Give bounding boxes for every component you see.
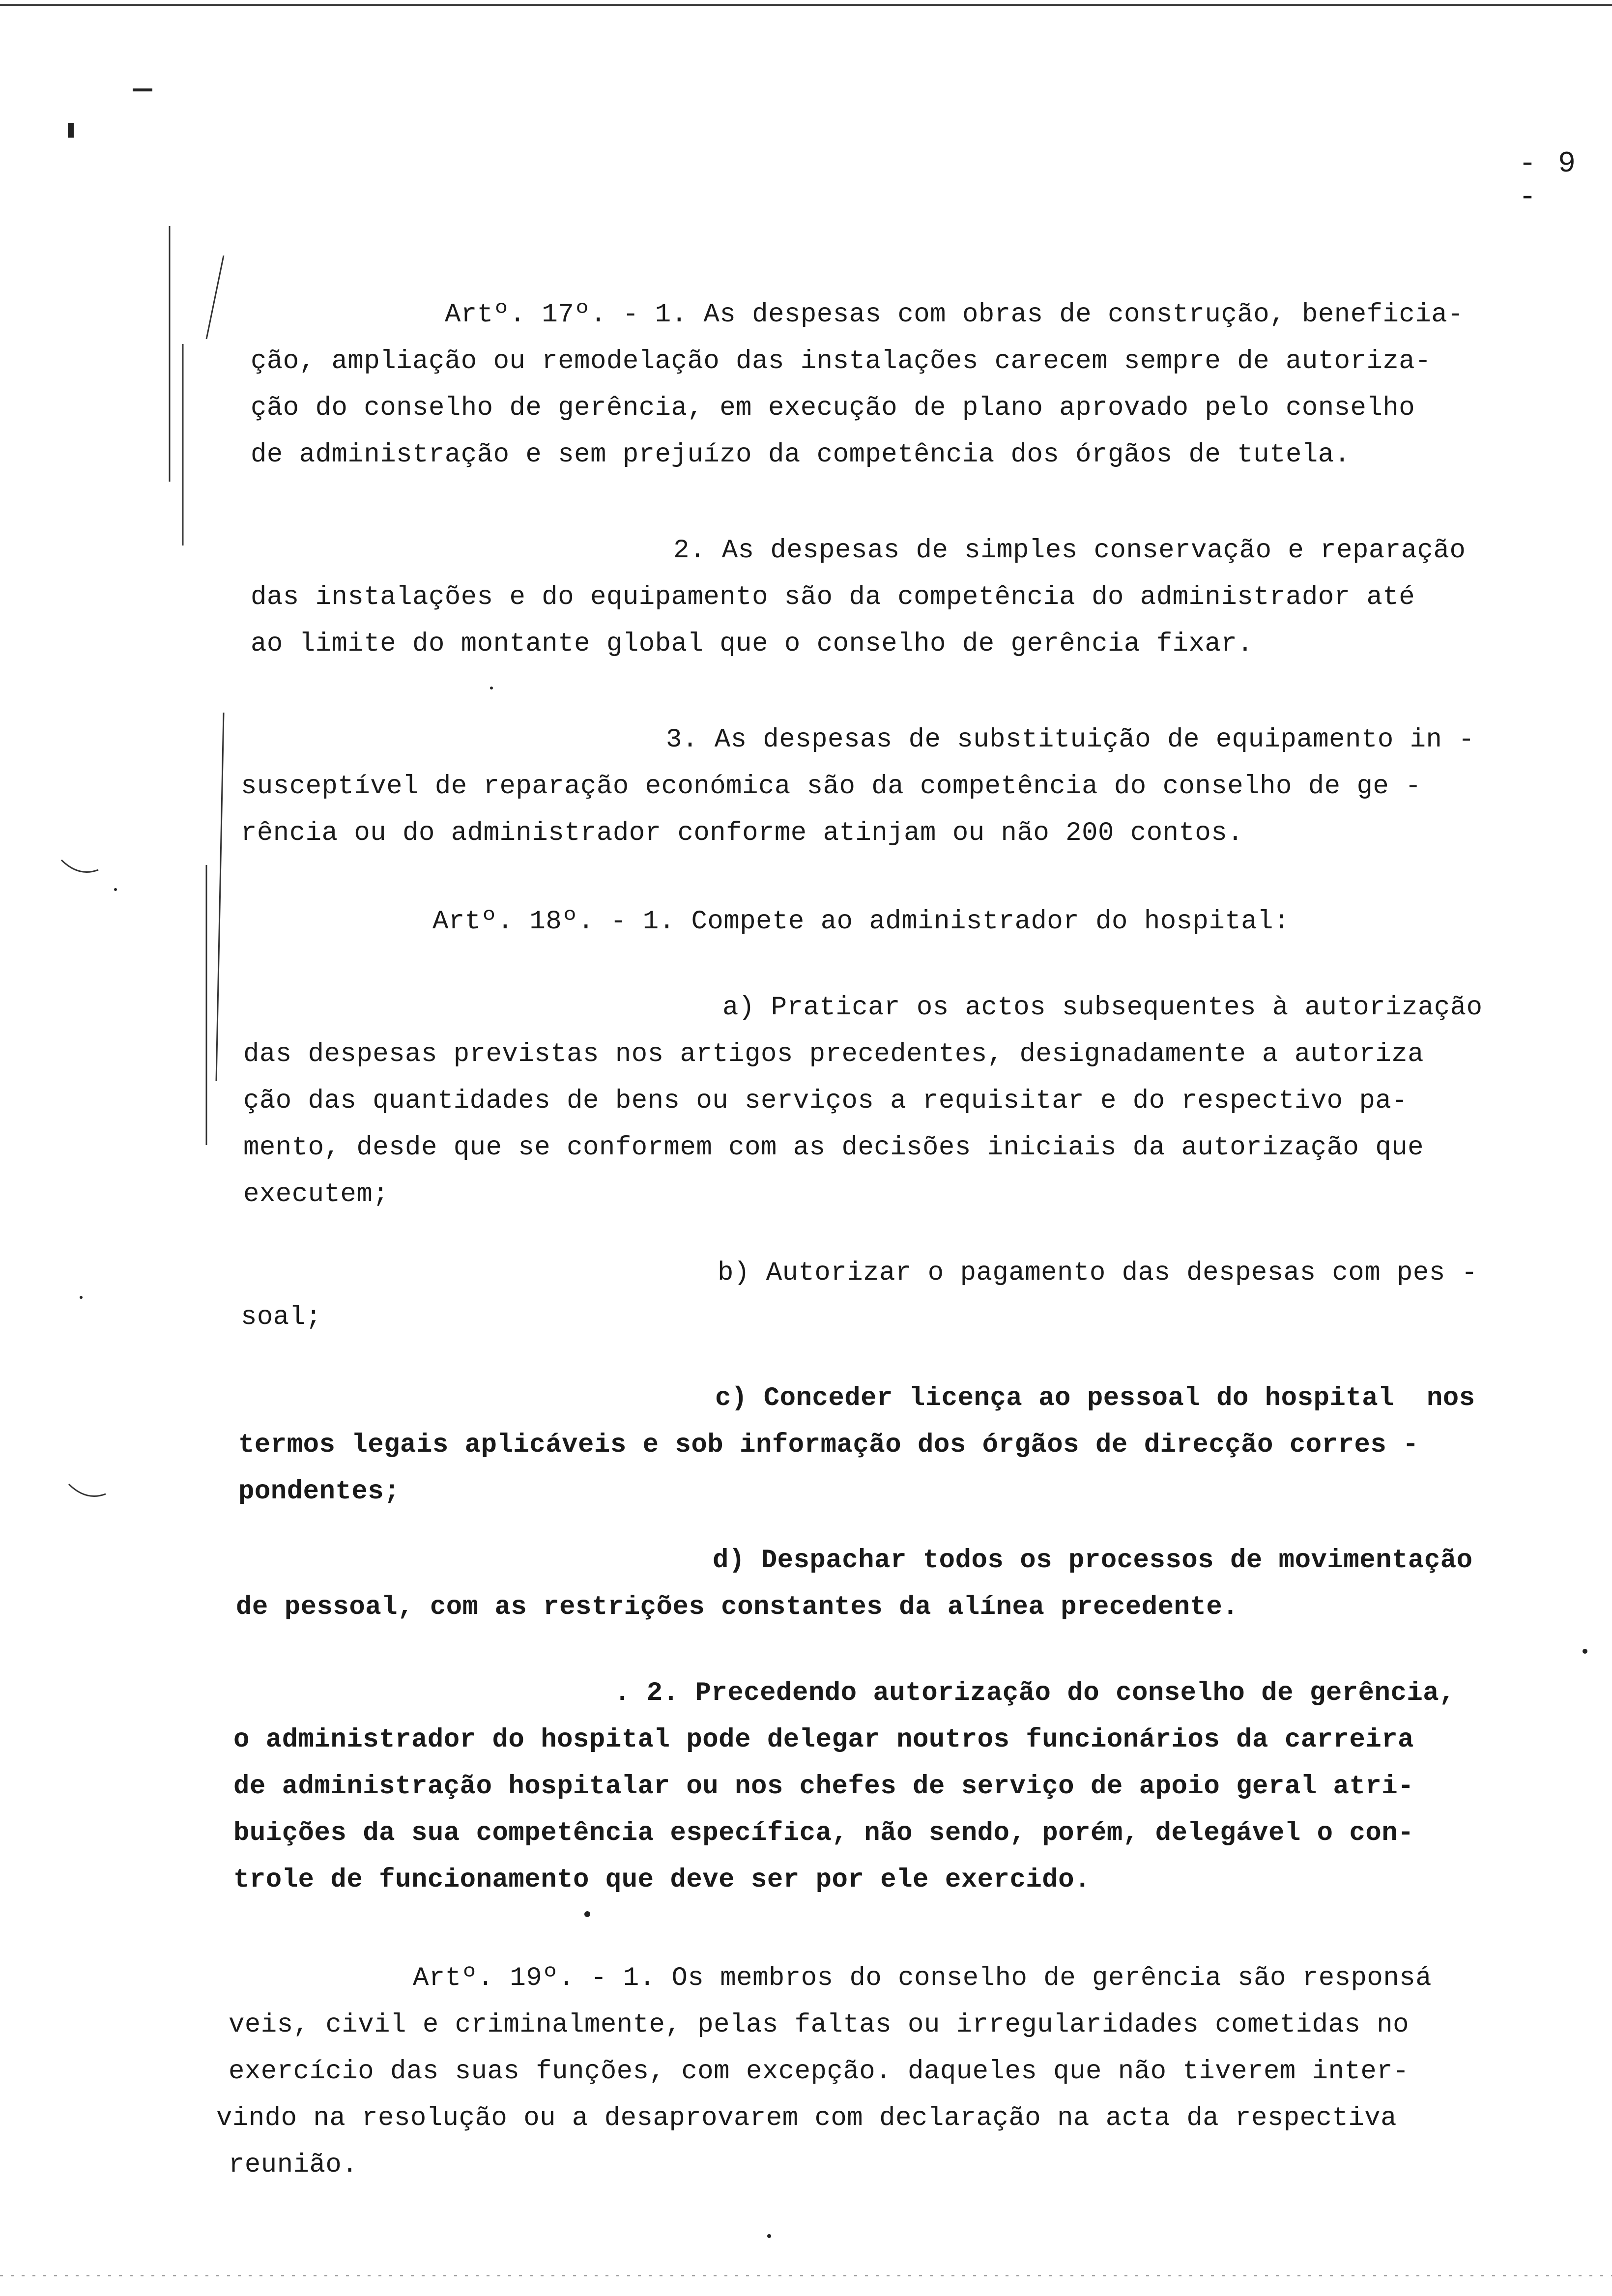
bottom-edge-dots xyxy=(0,2275,1612,2276)
art19-p1-line-1: Artº. 19º. - 1. Os membros do conselho de gerência são responsá xyxy=(413,1963,1432,1993)
art17-p2-line-1: 2. As despesas de simples conservação e reparação xyxy=(673,536,1466,566)
art17-p2-line-3: ao limite do montante global que o conselho de gerência fixar. xyxy=(251,629,1254,659)
art18-b-line-2: soal; xyxy=(241,1302,322,1332)
art18-p2-line-5: trole de funcionamento que deve ser por ele exercido. xyxy=(233,1865,1091,1895)
art19-p1-line-4: vindo na resolução ou a desaprovarem com declaração na acta da respectiva xyxy=(216,2103,1397,2133)
art17-p1-line-1: Artº. 17º. - 1. As despesas com obras de construção, beneficia- xyxy=(445,300,1464,330)
art18-a-line-3: ção das quantidades de bens ou serviços a requisitar e do respectivo pa- xyxy=(243,1086,1408,1116)
art18-d-line-2: de pessoal, com as restrições constantes da alínea precedente. xyxy=(236,1592,1239,1622)
art17-p1-line-2: ção, ampliação ou remodelação das instalações carecem sempre de autoriza- xyxy=(251,346,1432,376)
art19-p1-line-3: exercício das suas funções, com excepção. daqueles que não tiverem inter- xyxy=(229,2057,1410,2087)
art18-c-line-3: pondentes; xyxy=(238,1477,401,1507)
art18-p2-line-4: buições da sua competência específica, não sendo, porém, delegável o con- xyxy=(233,1818,1414,1848)
art18-c-line-2: termos legais aplicáveis e sob informação dos órgãos de direcção corres - xyxy=(238,1430,1419,1460)
art18-c-line-1: c) Conceder licença ao pessoal do hospital nos xyxy=(715,1383,1475,1413)
art18-a-line-5: executem; xyxy=(243,1179,389,1209)
art18-a-line-4: mento, desde que se conformem com as decisões iniciais da autorização que xyxy=(243,1133,1424,1163)
art17-p1-line-3: ção do conselho de gerência, em execução de plano aprovado pelo conselho xyxy=(251,393,1415,423)
art18-p2-line-3: de administração hospitalar ou nos chefes de serviço de apoio geral atri- xyxy=(233,1772,1414,1802)
art18-intro: Artº. 18º. - 1. Compete ao administrador do hospital: xyxy=(432,907,1290,937)
art18-b-line-1: b) Autorizar o pagamento das despesas com pes - xyxy=(718,1258,1478,1288)
page-number: - 9 - xyxy=(1519,147,1578,214)
art18-p2-line-2: o administrador do hospital pode delegar noutros funcionários da carreira xyxy=(233,1725,1414,1755)
art19-p1-line-5: reunião. xyxy=(229,2150,358,2180)
art17-p3-line-3: rência ou do administrador conforme atinjam ou não 200 contos. xyxy=(241,818,1244,848)
art17-p2-line-2: das instalações e do equipamento são da competência do administrador até xyxy=(251,582,1415,612)
art18-a-line-2: das despesas previstas nos artigos precedentes, designadamente a autoriza xyxy=(243,1039,1424,1069)
art19-p1-line-2: veis, civil e criminalmente, pelas faltas ou irregularidades cometidas no xyxy=(229,2010,1410,2040)
art18-p2-line-1: . 2. Precedendo autorização do conselho de gerência, xyxy=(614,1678,1456,1708)
art17-p3-line-1: 3. As despesas de substituição de equipamento in - xyxy=(666,725,1475,755)
art17-p1-line-4: de administração e sem prejuízo da competência dos órgãos de tutela. xyxy=(251,440,1351,470)
art17-p3-line-2: susceptível de reparação económica são da competência do conselho de ge - xyxy=(241,772,1422,802)
art18-d-line-1: d) Despachar todos os processos de movimentação xyxy=(713,1546,1473,1576)
art18-a-line-1: a) Praticar os actos subsequentes à autorização xyxy=(722,993,1483,1023)
